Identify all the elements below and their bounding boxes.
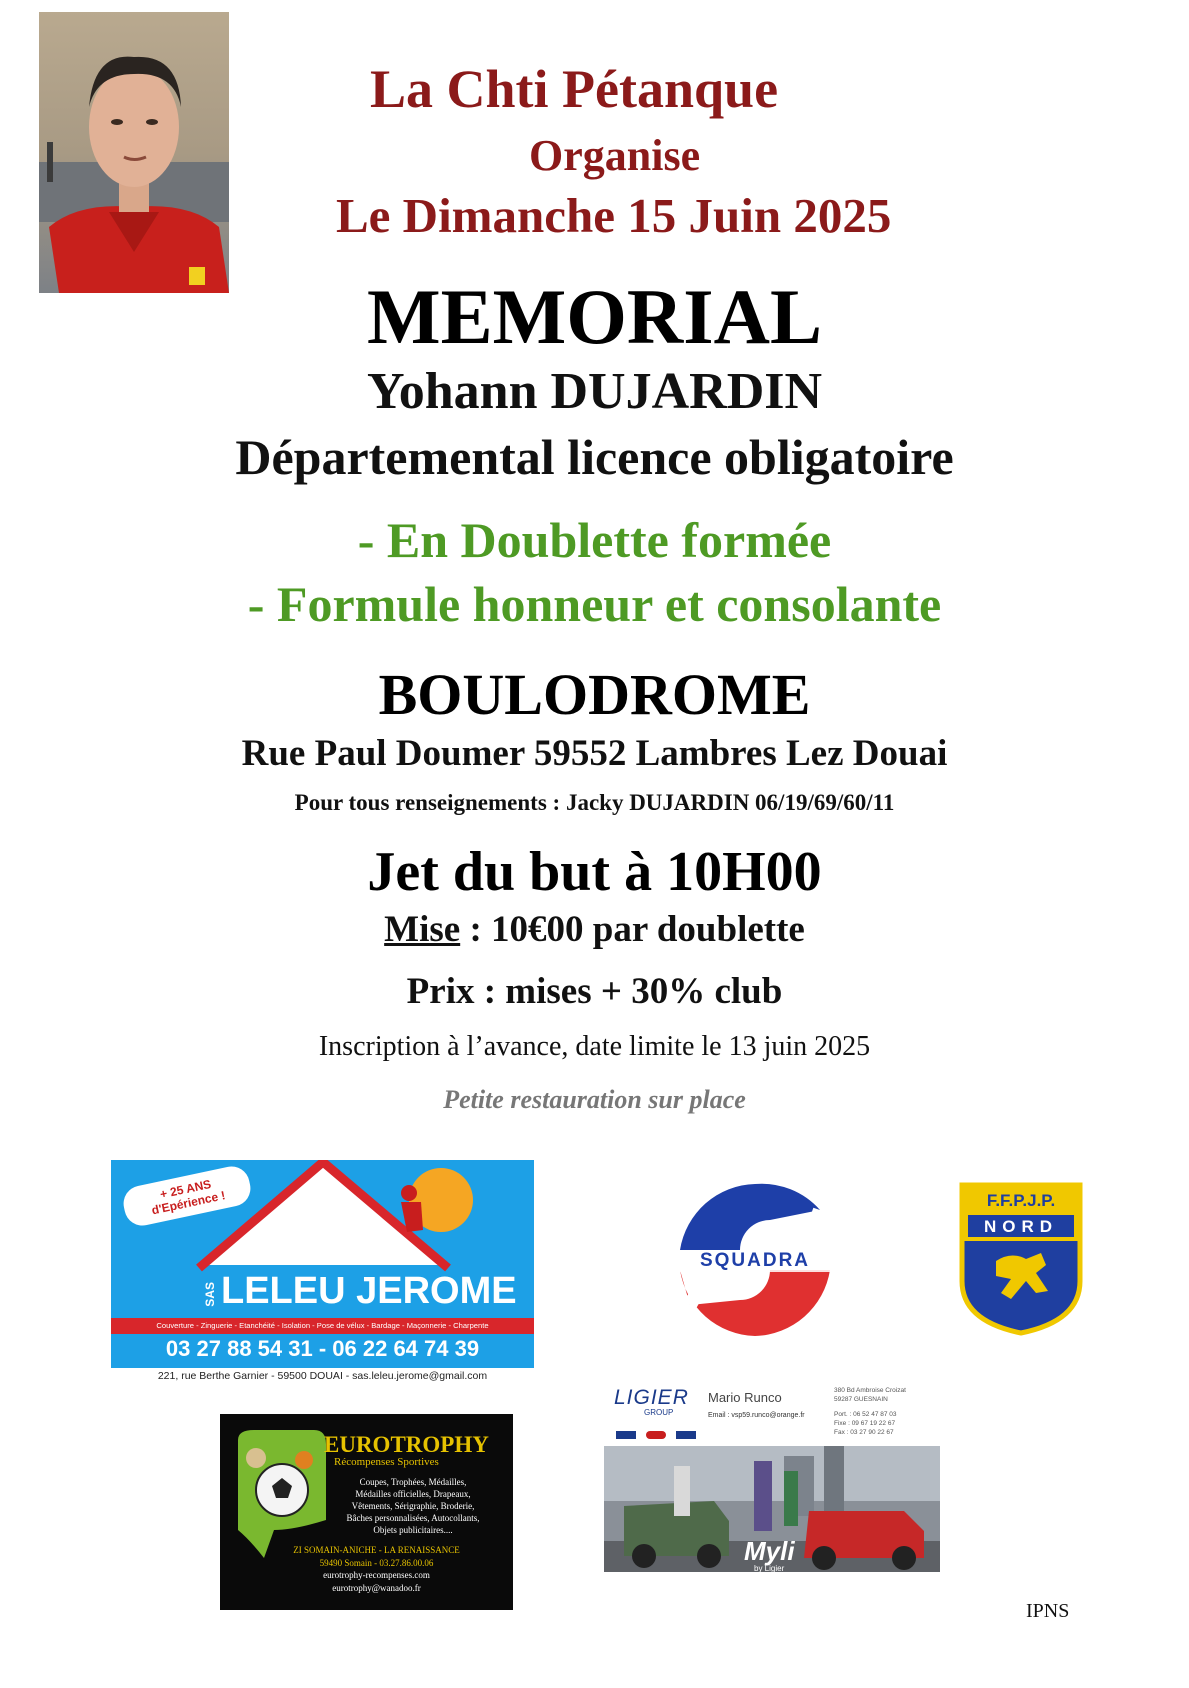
eurotrophy-email: eurotrophy@wanadoo.fr <box>332 1582 421 1593</box>
leleu-phones: 03 27 88 54 31 - 06 22 64 74 39 <box>165 1336 480 1361</box>
eurotrophy-address: 59490 Somain - 03.27.86.00.06 <box>319 1557 434 1568</box>
sports-ball-icon <box>234 1430 326 1560</box>
event-title: MEMORIAL <box>367 273 822 360</box>
contact-info: Pour tous renseignements : Jacky DUJARDIN 06/19/69/60/11 <box>294 790 895 815</box>
ligier-group: GROUP <box>644 1408 674 1417</box>
eurotrophy-line: Médailles officielles, Drapeaux, <box>355 1489 471 1499</box>
sponsor-leleu-card <box>111 1160 534 1368</box>
eurotrophy-zone: ZI SOMAIN-ANICHE - LA RENAISSANCE <box>293 1545 460 1555</box>
jet-du-but: Jet du but à 10H00 <box>367 841 822 903</box>
eurotrophy-tagline: Récompenses Sportives <box>334 1456 439 1468</box>
sponsor-ffpjp-logo <box>956 1181 1086 1337</box>
prix-line: Prix : mises + 30% club <box>406 971 783 1012</box>
ligier-fax: Fax : 03 27 90 22 67 <box>834 1429 894 1436</box>
event-honoree: Yohann DUJARDIN <box>366 363 823 420</box>
venue-address: Rue Paul Doumer 59552 Lambres Lez Douai <box>241 733 948 774</box>
mise-value: : 10€00 par doublette <box>460 909 805 950</box>
ligier-brand-badges <box>616 1426 706 1436</box>
ligier-fixe: Fixe : 09 67 19 22 67 <box>834 1420 896 1427</box>
ligier-address <box>834 1386 906 1404</box>
mise-label: Mise <box>384 909 461 950</box>
eurotrophy-line: Bâches personnalisées, Autocollants, <box>346 1513 480 1523</box>
format-honneur: - Formule honneur et consolante <box>247 576 942 632</box>
ligier-model-sub: by Ligier <box>754 1564 785 1573</box>
ffpjp-top: F.F.P.J.P. <box>986 1191 1056 1210</box>
leleu-footer: 221, rue Berthe Garnier - 59500 DOUAI - sas.leleu.jerome@gmail.com <box>111 1368 534 1384</box>
eurotrophy-name: EUROTROPHY <box>324 1432 489 1457</box>
leleu-name: LELEU JEROME <box>221 1270 517 1312</box>
leleu-badge: + 25 ANS d'Epérience ! <box>120 1163 254 1229</box>
ipns-mention: IPNS <box>1026 1600 1070 1622</box>
event-date: Le Dimanche 15 Juin 2025 <box>336 188 892 243</box>
ligier-phones <box>834 1410 897 1437</box>
sponsor-squadra-logo <box>670 1180 840 1340</box>
leleu-sas: SAS <box>203 1282 217 1307</box>
ligier-address-1: 380 Bd Ambroise Croizat <box>834 1387 906 1394</box>
ffpjp-bottom: NORD <box>983 1217 1059 1236</box>
portrait-photo <box>39 12 229 293</box>
squadra-name: SQUADRA <box>670 1250 840 1272</box>
mise-line <box>0 908 1189 951</box>
ligier-brand: LIGIER <box>614 1386 689 1409</box>
eurotrophy-line: Vêtements, Sérigraphie, Broderie, <box>351 1501 475 1511</box>
club-title: La Chti Pétanque <box>370 59 779 119</box>
format-doublette: - En Doublette formée <box>357 512 832 568</box>
eurotrophy-line: Objets publicitaires.... <box>373 1525 453 1535</box>
ligier-address-2: 59287 GUESNAIN <box>834 1396 888 1403</box>
event-level: Départemental licence obligatoire <box>235 429 954 485</box>
sponsor-ligier-card <box>604 1386 940 1594</box>
eurotrophy-contact <box>240 1544 513 1594</box>
eurotrophy-line: Coupes, Trophées, Médailles, <box>359 1477 467 1487</box>
ligier-email: Email : vsp59.runco@orange.fr <box>708 1412 805 1419</box>
restauration-line: Petite restauration sur place <box>443 1085 746 1114</box>
organise-text: Organise <box>529 131 701 180</box>
sponsor-eurotrophy-card <box>220 1414 513 1610</box>
venue-name: BOULODROME <box>378 662 811 727</box>
inscription-line: Inscription à l’avance, date limite le 13 juin 2025 <box>318 1031 871 1062</box>
ligier-contact-name: Mario Runco <box>708 1390 782 1405</box>
ligier-port: Port. : 06 52 47 87 03 <box>834 1411 897 1418</box>
eurotrophy-web: eurotrophy-recompenses.com <box>323 1570 430 1580</box>
ligier-model: Myli <box>744 1536 795 1566</box>
eurotrophy-products <box>320 1476 506 1536</box>
leleu-services: Couverture - Zinguerie - Etanchéité - Isolation - Pose de vélux - Bardage - Maçonnerie - Charpente <box>111 1318 534 1334</box>
